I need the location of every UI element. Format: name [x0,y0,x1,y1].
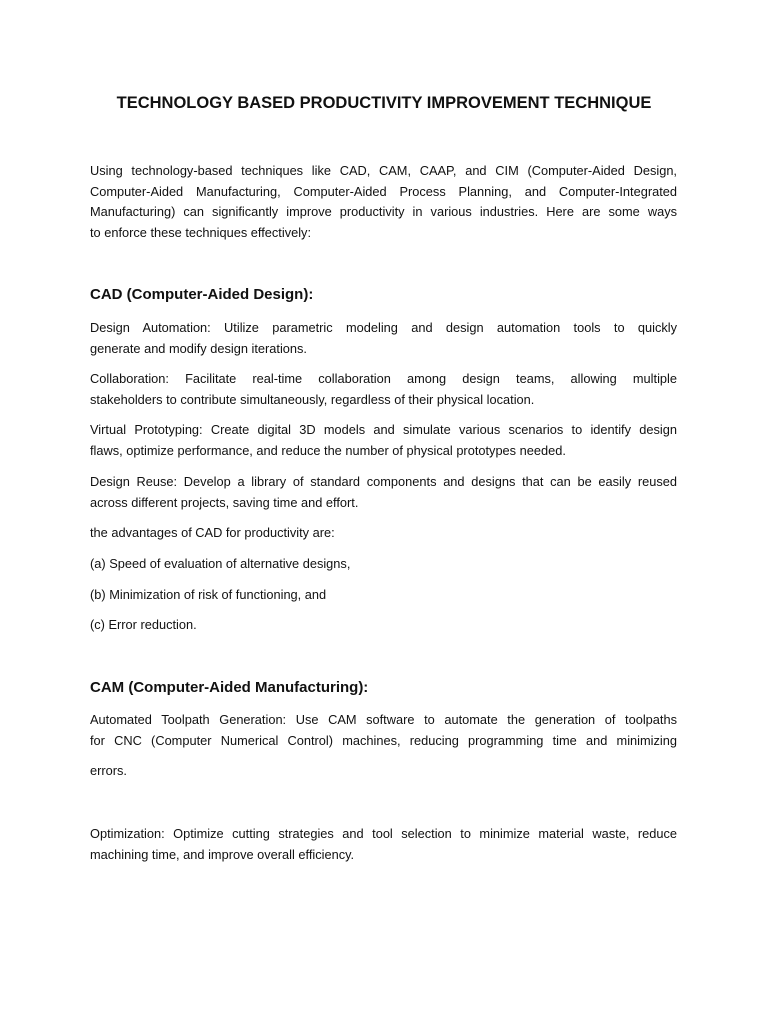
text-line: flaws, optimize performance, and reduce the number of physical prototypes needed. [90,442,566,458]
text-line: generate and modify design iterations. [90,340,307,356]
text-line: machining time, and improve overall efficiency. [90,846,355,862]
text-line: Optimization: Optimize cutting strategies and tool selection to minimize material waste, reduce [90,826,677,841]
intro-paragraph [90,161,677,243]
cad-advantages-intro: the advantages of CAD for productivity are: [90,525,335,540]
cad-design-automation [90,318,677,359]
text-line: Collaboration: Facilitate real-time collaboration among design teams, allowing multiple [90,371,677,386]
cad-virtual-prototyping [90,420,677,461]
text-line: for CNC (Computer Numerical Control) machines, reducing programming time and minimizing [90,732,677,748]
advantage-item: (a) Speed of evaluation of alternative designs, [90,556,351,571]
advantage-item: (b) Minimization of risk of functioning, and [90,587,327,602]
text-line: Manufacturing) can significantly improve productivity in various industries. Here are some ways [90,204,677,219]
advantage-item: (c) Error reduction. [90,617,197,632]
text-line: across different projects, saving time and effort. [90,494,359,510]
document-title: TECHNOLOGY BASED PRODUCTIVITY IMPROVEMENT TECHNIQUE [116,94,652,112]
cad-heading: CAD (Computer-Aided Design): [90,286,314,303]
cad-collaboration [90,369,677,410]
text-line: Virtual Prototyping: Create digital 3D models and simulate various scenarios to identify design [90,422,677,437]
text-line: Computer-Aided Manufacturing, Computer-Aided Process Planning, and Computer-Integrated [90,183,677,199]
cam-optimization [90,824,677,865]
text-line: Automated Toolpath Generation: Use CAM software to automate the generation of toolpaths [90,712,677,727]
text-line: errors. [90,762,127,778]
cam-heading: CAM (Computer-Aided Manufacturing): [90,679,369,696]
text-line: stakeholders to contribute simultaneously, regardless of their physical location. [90,391,535,407]
cam-toolpath [90,710,677,781]
text-line: Design Automation: Utilize parametric modeling and design automation tools to quickly [90,320,677,335]
text-line: Design Reuse: Develop a library of standard components and designs that can be easily reused [90,474,677,489]
text-line: Using technology-based techniques like CAD, CAM, CAAP, and CIM (Computer-Aided Design, [90,163,677,178]
cad-design-reuse [90,472,677,513]
text-line: to enforce these techniques effectively: [90,224,312,240]
